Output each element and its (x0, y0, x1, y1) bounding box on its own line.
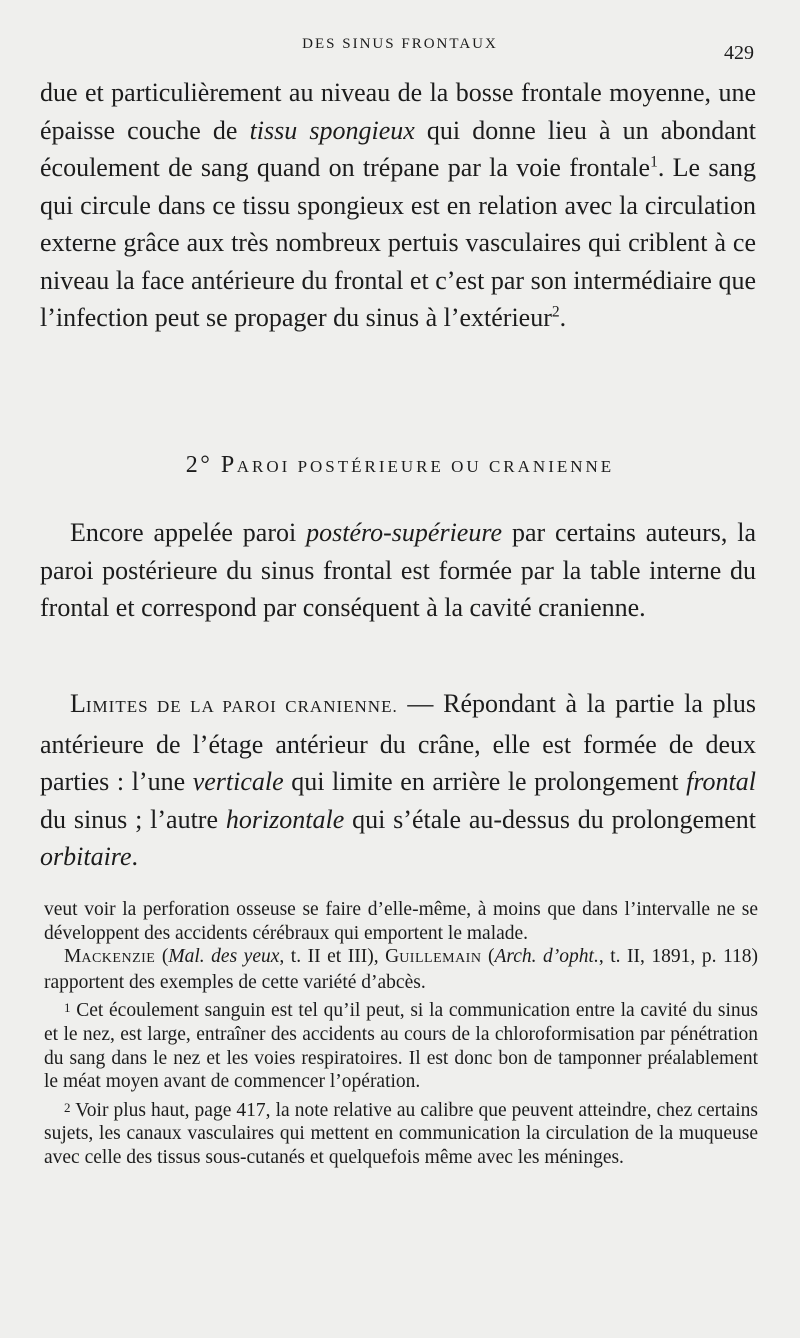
text: qui s’étale au-dessus du prolongement (344, 804, 756, 834)
footnote-references (44, 945, 758, 994)
emphasis: verticale (192, 767, 284, 796)
text: due et particulièrement au niveau de la bosse frontale moyenne, une épaisse couche de (40, 78, 756, 145)
section-heading (0, 452, 800, 479)
text: ( (155, 946, 169, 968)
footnote-marker: 1 (64, 1000, 71, 1016)
text: . (131, 842, 138, 871)
author-small-caps: ACKENZIE (81, 951, 156, 967)
text: ( (481, 946, 495, 968)
citation-title: Arch. d’opht. (494, 946, 599, 968)
text: du sinus ; l’autre (40, 804, 226, 834)
footnote-marker: 2 (64, 1099, 71, 1115)
author-capital: G (385, 946, 400, 968)
footnote-1 (44, 996, 758, 1093)
text: Encore appelée paroi (70, 518, 307, 547)
heading-small-caps: AROI POSTÉRIEURE OU CRANIENNE (236, 457, 615, 476)
emphasis: tissu spongieux (249, 115, 415, 145)
footnote-ref-2: 2 (551, 303, 560, 321)
paragraph-continued (40, 74, 756, 337)
run-in-heading: IMITES DE LA PAROI CRANIENNE. (85, 697, 398, 716)
text: qui limite en arrière le prolongement (283, 767, 687, 796)
footnote-2 (44, 1096, 758, 1170)
citation-title: Mal. des yeux (168, 946, 280, 968)
emphasis: horizontale (225, 804, 345, 834)
text: par certains auteurs, la paroi postérieure du sinus frontal est formée par la table interne du frontal et correspond par conséquent à la cavité cranienne. (40, 518, 756, 622)
page-number: 429 (724, 42, 754, 64)
emphasis: orbitaire (40, 842, 132, 871)
text: Cet écoulement sanguin est tel qu’il peut, si la communication entre la cavité du sinus et le nez, est large, entraîner des accidents au cours de la chloroformisation par pénétration du sang dans le nez et les voies respiratoires. Il est donc bon de tamponner préalablement le méat moyen avant de commencer l’opération. (44, 1000, 758, 1093)
text: qui donne lieu à un abondant écoulement de sang quand on trépane par la voie frontale (40, 115, 756, 182)
text: . (559, 303, 567, 332)
section-number: 2° (185, 452, 213, 478)
run-in-capital: L (70, 689, 86, 718)
text: Voir plus haut, page 417, la note relative au calibre que peuvent atteindre, chez certains sujets, les canaux vasculaires qui mettent en communication la circulation de la muqueuse avec celle des tissus sous-cutanés et quelquefois même avec les méninges. (44, 1099, 758, 1168)
text: , t. II, 1891, p. 118) rapportent des exemples de cette variété d’abcès. (44, 946, 758, 993)
footnotes (44, 898, 758, 1170)
running-head: DES SINUS FRONTAUX (302, 36, 498, 52)
text: . Le sang qui circule dans ce tissu spongieux est en relation avec la circulation externe grâce aux très nombreux pertuis vasculaires qui criblent à ce niveau la face antérieure du frontal et c’est par son intermédiaire que l’infection peut se propager du sinus à l’extérieur (40, 153, 756, 332)
paragraph-posterior-wall (40, 514, 756, 627)
heading-capital: P (220, 452, 237, 478)
emphasis: postéro-supérieure (306, 518, 503, 547)
paragraph-cranial-limits (40, 685, 756, 876)
text: — Répondant à la partie la plus antérieure de l’étage antérieur du crâne, elle est formée de deux parties : l’une (40, 689, 756, 796)
author-small-caps: UILLEMAIN (399, 951, 482, 967)
footnote-ref-1: 1 (650, 153, 658, 171)
text: , t. II et III), (279, 946, 386, 968)
emphasis: frontal (686, 767, 756, 796)
footnote-continued: veut voir la perforation osseuse se faire d’elle-même, à moins que dans l’intervalle ne se développent des accidents cérébraux qui emportent le malade. (44, 899, 758, 944)
author-capital: M (64, 946, 82, 968)
